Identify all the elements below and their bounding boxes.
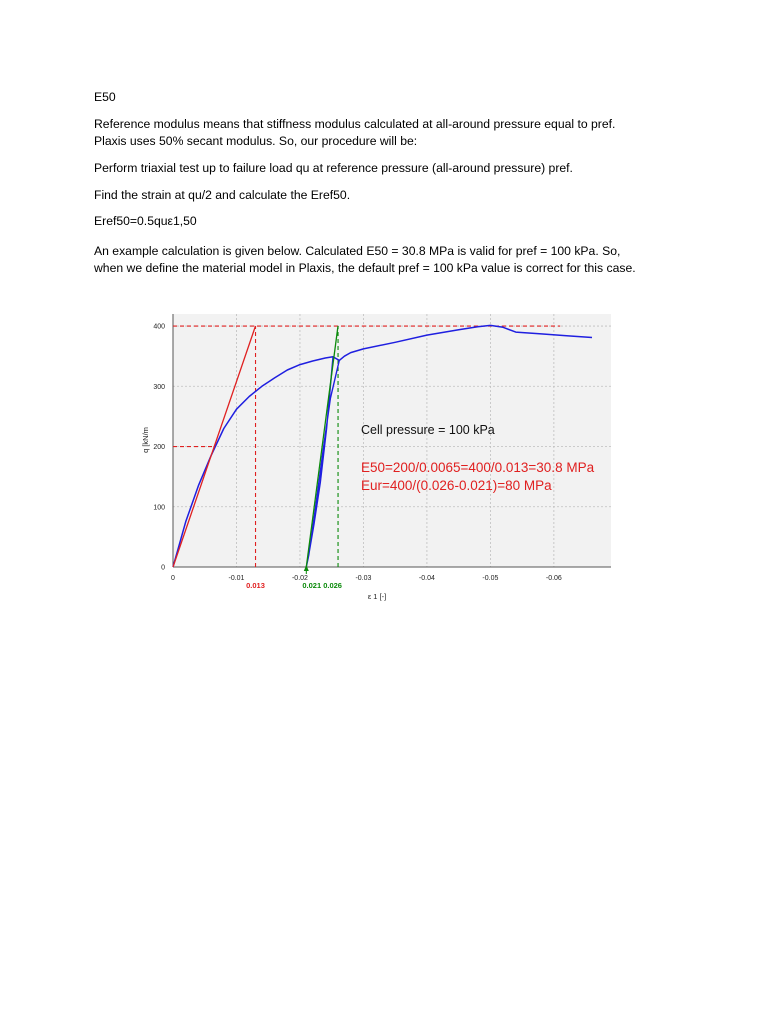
paragraph-line: when we define the material model in Plaxis, the default pref = 100 kPa value is correct for this case. (94, 261, 636, 275)
cell-pressure-label: Cell pressure = 100 kPa (361, 423, 495, 437)
y-tick-label: 0 (161, 564, 165, 572)
x-tick-label: -0.01 (228, 575, 245, 582)
marker-0013-label: 0.013 (246, 581, 265, 590)
y-axis-label: q [kN/m (141, 427, 150, 453)
x-tick-label: -0.04 (418, 575, 435, 582)
marker-0021-0026-label: 0.021 0.026 (302, 581, 342, 590)
formula-eref50: Eref50=0.5quε1,50 (94, 214, 197, 228)
paragraph-line: Reference modulus means that stiffness modulus calculated at all-around pressure equal to pref. (94, 117, 616, 131)
stress-strain-figure (93, 292, 634, 602)
x-tick-label: -0.06 (545, 575, 562, 582)
x-axis-label: ε 1 [-] (367, 592, 387, 601)
x-tick-label: -0.05 (482, 575, 499, 582)
stress-strain-chart (93, 292, 634, 602)
eur-formula-label: Eur=400/(0.026-0.021)=80 MPa (361, 478, 552, 493)
y-tick-label: 100 (153, 504, 165, 512)
section-heading: E50 (94, 90, 116, 104)
paragraph-strain: Find the strain at qu/2 and calculate the Eref50. (94, 188, 351, 202)
x-tick-label: -0.02 (291, 575, 308, 582)
e50-formula-label: E50=200/0.0065=400/0.013=30.8 MPa (361, 460, 595, 475)
y-tick-label: 200 (153, 444, 165, 452)
paragraph-line: An example calculation is given below. Calculated E50 = 30.8 MPa is valid for pref = 100 kPa. So, (94, 244, 621, 258)
plot-panel (173, 314, 611, 567)
paragraph-example (94, 243, 694, 277)
x-tick-label: 0 (171, 575, 175, 582)
x-tick-label: -0.03 (355, 575, 372, 582)
paragraph-reference-modulus (94, 116, 694, 150)
y-tick-label: 300 (153, 383, 165, 391)
paragraph-triaxial-test: Perform triaxial test up to failure load qu at reference pressure (all-around pressure) pref. (94, 161, 573, 175)
paragraph-line: Plaxis uses 50% secant modulus. So, our procedure will be: (94, 134, 418, 148)
y-tick-label: 400 (153, 323, 165, 331)
